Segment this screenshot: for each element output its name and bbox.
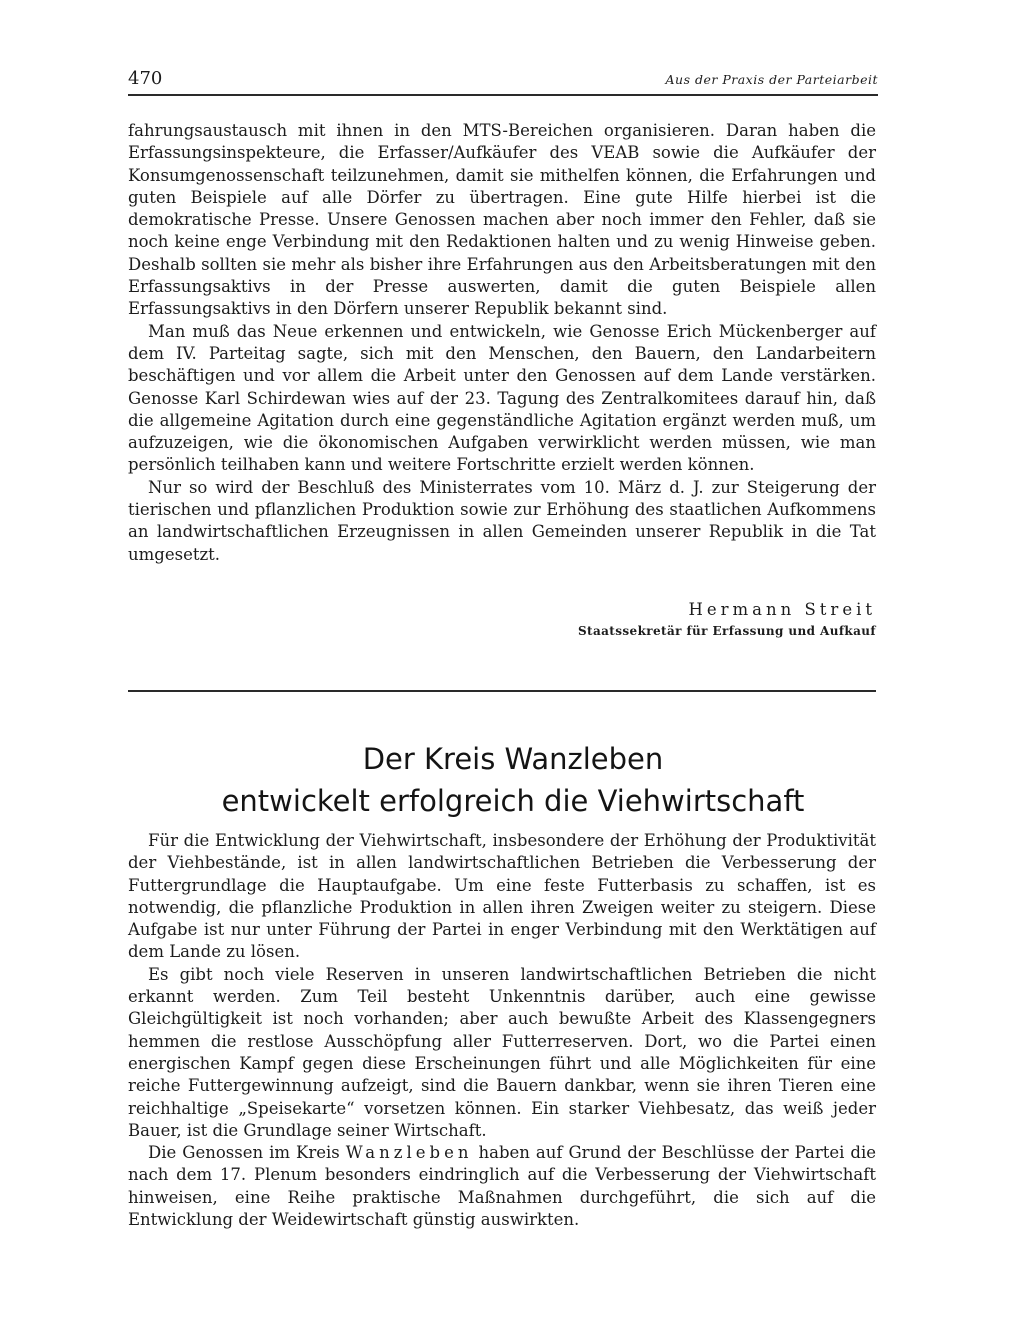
paragraph3-intro: Die Genossen im Kreis (148, 1143, 340, 1163)
article1-paragraph-2: Man muß das Neue erkennen und entwickeln, wie Genosse Erich Mückenberger auf dem IV. Parteitag sagte, sich mit den Menschen, den Bauern, den Landarbeitern beschäftigen und vor allem die Arbeit unter den Genossen auf dem Lande verstärken. Genosse Karl Schirdewan wies auf der 23. Tagung des Zentralkomitees darauf hin, daß die allgemeine Agitation durch eine gegenständliche Agitation ergänzt werden muß, um aufzuzeigen, wie die ökonomischen Aufgaben verwirklicht werden müssen, wie man persönlich teilhaben kann und weitere Fortschritte erzielt werden können. (128, 321, 876, 475)
article2-paragraph-2: Es gibt noch viele Reserven in unseren landwirtschaftlichen Betrieben die nicht erkannt werden. Zum Teil besteht Unkenntnis darüber, auch eine gewisse Gleichgültigkeit ist noch vorhanden; aber auch bewußte Arbeit des Klassengegners hemmen die restlose Ausschöpfung aller Futterreserven. Dort, wo die Partei einen energischen Kampf gegen diese Erscheinungen führt und alle Möglichkeiten für eine reiche Futtergewinnung aufzeigt, sind die Bauern dankbar, wenn sie ihren Tieren eine reichhaltige „Speisekarte“ vorsetzen können. Ein starker Viehbesatz, das weiß jeder Bauer, ist die Grundlage seiner Wirtschaft. (128, 964, 876, 1140)
paragraph3-rest: haben auf Grund der Beschlüsse der Partei die nach dem 17. Plenum besonders eindringlich auf die Verbesserung der Viehwirtschaft hinweisen, eine Reihe praktische Maßnahmen durchgeführt, die sich auf die Entwicklung der Weidewirtschaft günstig auswirkten. (128, 1143, 877, 1230)
running-head: Aus der Praxis der Parteiarbeit (665, 72, 878, 87)
page-number: 470 (128, 68, 163, 89)
article-body (128, 830, 876, 1231)
article2-paragraph-3 (128, 1142, 876, 1231)
headline-line-1: Der Kreis Wanzleben (362, 742, 664, 776)
article1-paragraph-3: Nur so wird der Beschluß des Ministerrates vom 10. März d. J. zur Steigerung der tierischen und pflanzlichen Produktion sowie zur Erhöhung des staatlichen Aufkommens an landwirtschaftlichen Erzeugnissen in allen Gemeinden unserer Republik in die Tat umgesetzt. (128, 477, 876, 564)
author-signature (500, 598, 876, 640)
article-separator (128, 690, 876, 692)
author-name: Hermann Streit (688, 600, 876, 619)
article1-paragraph-1: fahrungsaustausch mit ihnen in den MTS-Bereichen organisieren. Daran haben die Erfassungsinspekteure, die Erfasser/Aufkäufer des VEAB sowie die Aufkäufer der Konsumgenossenschaft teilzunehmen, damit sie mithelfen können, die Erfahrungen und guten Beispiele auf alle Dörfer zu übertragen. Eine gute Hilfe hierbei ist die demokratische Presse. Unsere Genossen machen aber noch immer den Fehler, daß sie noch keine enge Verbindung mit den Redaktionen halten und zu wenig Hinweise geben. Deshalb sollten sie mehr als bisher ihre Erfahrungen aus den Arbeitsberatungen mit den Erfassungsaktivs in der Presse auswerten, damit die guten Beispiele allen Erfassungsaktivs in den Dörfern unserer Republik bekannt sind. (128, 121, 876, 319)
headline-line-2: entwickelt erfolgreich die Viehwirtschaft (221, 784, 805, 818)
article2-paragraph-1: Für die Entwicklung der Viehwirtschaft, insbesondere der Erhöhung der Produktivität der Viehbestände, ist in allen landwirtschaftlichen Betrieben die Verbesserung der Futtergrundlage die Hauptaufgabe. Um eine feste Futterbasis zu schaffen, ist es notwendig, die pflanzliche Produktion in allen ihren Zweigen weiter zu steigern. Diese Aufgabe ist nur unter Führung der Partei in enger Verbindung mit den Werktätigen auf dem Lande zu lösen. (128, 831, 876, 962)
article-continued (128, 120, 876, 566)
page-header (128, 64, 878, 96)
author-title: Staatssekretär für Erfassung und Aufkauf (577, 624, 876, 638)
article-headline (128, 738, 898, 822)
place-name-wanzleben: Wanzleben (345, 1143, 473, 1163)
